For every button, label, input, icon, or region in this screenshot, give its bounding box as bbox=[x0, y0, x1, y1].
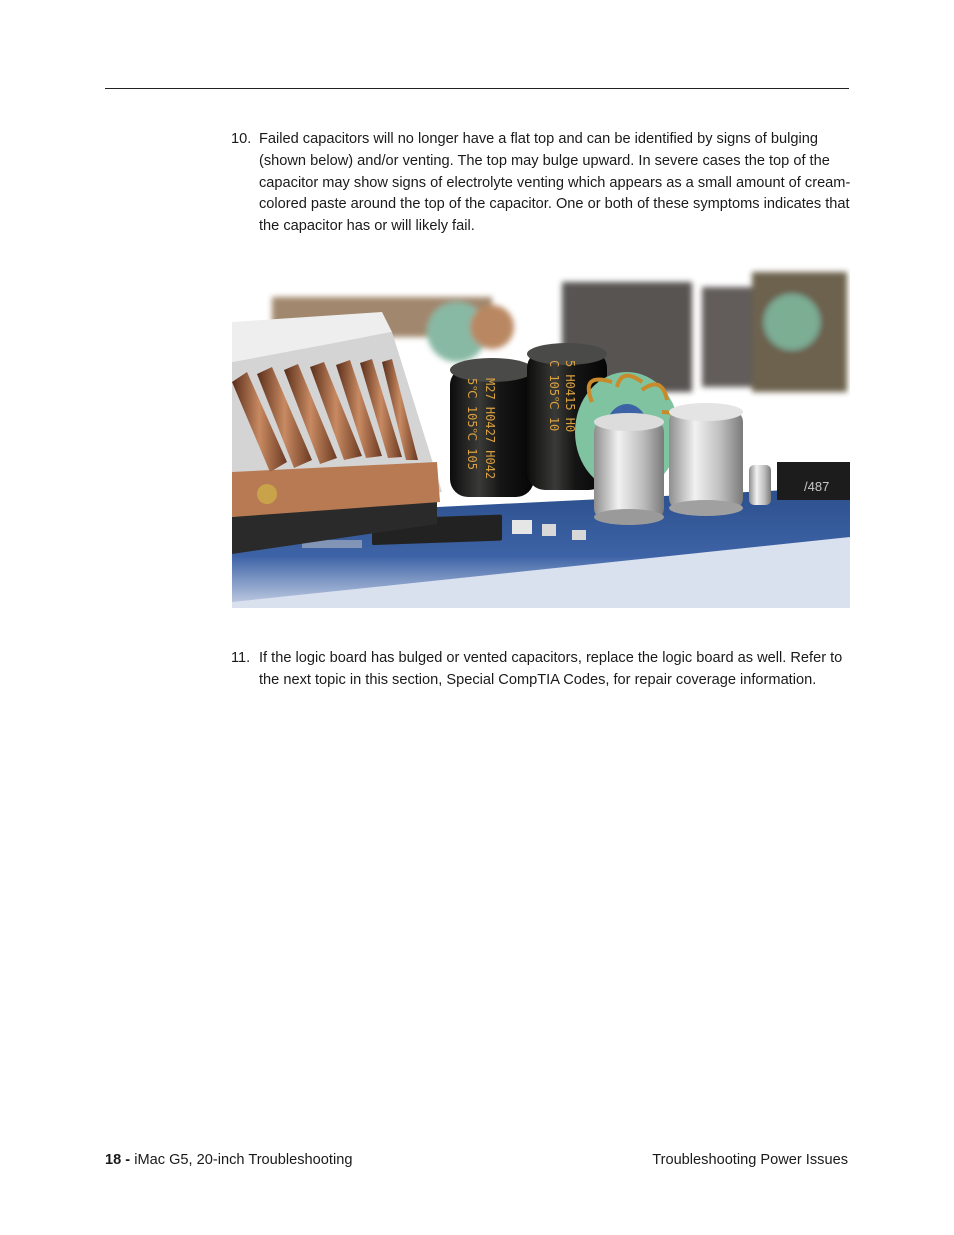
step-number: 10. bbox=[231, 131, 252, 147]
capacitor-label: 5 H0415 H0 bbox=[563, 360, 577, 433]
capacitor-label: M27 H0427 H042 bbox=[483, 378, 497, 480]
footer-section-title: Troubleshooting Power Issues bbox=[652, 1152, 848, 1168]
capacitor-label: 5℃ 105℃ 105 bbox=[465, 378, 479, 470]
step-text: Failed capacitors will no longer have a flat top and can be identified by signs of bulging (shown below) and/or venting. The top may bulge upward. In severe cases the top of the capacitor may show signs of electrolyte venting which appears as a small amount of cream-colored paste around the top of the capacitor. One or both of these symptoms indicates that the capacitor has or will likely fail. bbox=[259, 131, 851, 235]
page-number: 18 - bbox=[105, 1152, 131, 1168]
header-rule bbox=[105, 88, 849, 89]
doc-title: iMac G5, 20-inch Troubleshooting bbox=[134, 1152, 353, 1168]
step-11 bbox=[231, 648, 851, 692]
connector-label: /487 bbox=[804, 479, 830, 494]
footer-left bbox=[105, 1150, 352, 1170]
step-number: 11. bbox=[231, 650, 251, 666]
capacitor-label: C 105℃ 10 bbox=[547, 360, 561, 432]
step-text: If the logic board has bulged or vented capacitors, replace the logic board as well. Refer to the next topic in this section, Special CompTIA Codes, for repair coverage information. bbox=[259, 650, 843, 688]
logic-board-photo bbox=[232, 262, 850, 608]
step-10 bbox=[231, 129, 851, 238]
